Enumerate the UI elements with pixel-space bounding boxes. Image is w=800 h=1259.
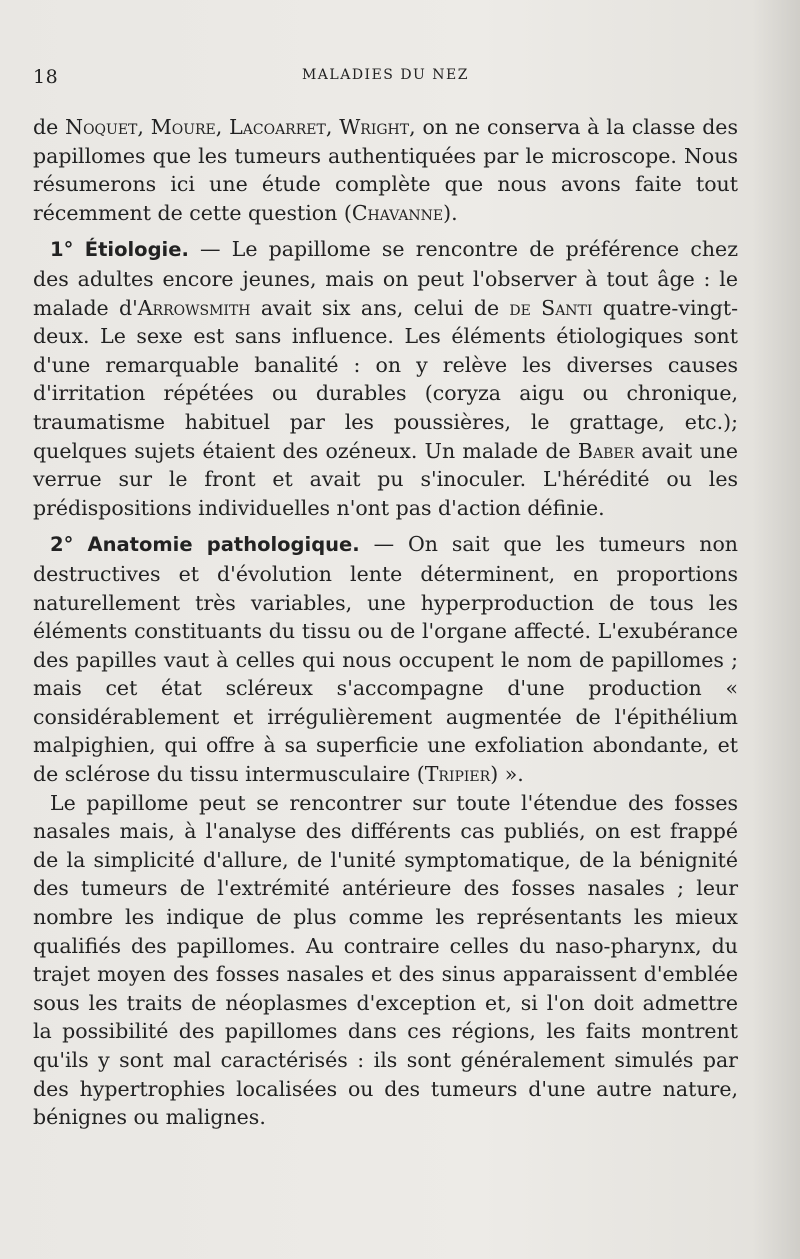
author-name: Wright bbox=[339, 115, 410, 139]
paragraph-localisation: Le papillome peut se rencontrer sur toute l'étendue des fosses nasales mais, à l'analyse des différents cas publiés, on est frappé de la simplicité d'allure, de l'unité symptomatique, de la bénignité des tumeurs de l'extrémité antérieure des fosses nasales ; leur nombre les indique de plus comme les représentants les mieux qualifiés des papillomes. Au contraire celles du naso-pharynx, du trajet moyen des fosses nasales et des sinus apparaissent d'emblée sous les traits de néoplasmes d'exception et, si l'on doit admettre la possibilité des papillomes dans ces régions, les faits montrent qu'ils y sont mal caractérisés : ils sont généralement simulés par des hypertrophies localisées ou des tumeurs d'une autre nature, bénignes ou malignes. bbox=[33, 790, 738, 1130]
section-heading-anatomie: 2° Anatomie pathologique. bbox=[50, 533, 360, 557]
paragraph-anatomie bbox=[33, 530, 738, 788]
text-run: quatre-vingt-deux. Le sexe est sans influence. Les éléments étiologiques sont d'une remarquable banalité : on y relève les diverses causes d'irritation répétées ou durables (coryza aigu ou chronique, traumatisme habituel par les poussières, le grattage, etc.); quelques sujets étaient des ozéneux. Un malade de bbox=[33, 295, 738, 463]
text-run: — Le papillome se rencontre de préférence chez des adultes encore jeunes, mais on peut l'observer à tout âge : le malade d' bbox=[33, 237, 738, 320]
text-run: , on ne conserva à la classe des papillomes que les tumeurs authentiquées par le microscope. Nous résumerons ici une étude complète que nous avons faite tout récemment de cette question ( bbox=[33, 115, 738, 225]
author-name: de Santi bbox=[509, 295, 593, 320]
text-run: avait six ans, celui de bbox=[250, 295, 510, 320]
body-text bbox=[33, 113, 738, 1132]
paragraph-intro bbox=[33, 113, 738, 227]
text-run: avait une verrue sur le front et avait pu s'inoculer. L'hérédité ou les prédispositions individuelles n'ont pas d'action définie. bbox=[33, 438, 739, 520]
running-title: MALADIES DU NEZ bbox=[301, 67, 470, 83]
author-name: Baber bbox=[577, 438, 635, 463]
author-name: Moure bbox=[150, 115, 216, 139]
author-name: Lacoarret bbox=[229, 115, 326, 139]
text-run: , bbox=[215, 115, 230, 139]
text-run: ). bbox=[443, 200, 458, 225]
section-heading-etiologie: 1° Étiologie. bbox=[50, 238, 189, 262]
author-name: Chavanne bbox=[351, 200, 444, 225]
author-name: Arrowsmith bbox=[137, 295, 251, 320]
text-run: de bbox=[33, 115, 66, 139]
text-run: , bbox=[137, 115, 151, 139]
author-name: Noquet bbox=[65, 115, 138, 139]
page-number: 18 bbox=[33, 66, 59, 88]
paragraph-etiologie bbox=[33, 235, 738, 522]
text-run: ) ». bbox=[490, 762, 524, 787]
text-run: — On sait que les tumeurs non destructives et d'évolution lente déterminent, en proportions naturellement très variables, une hyperproduction de tous les éléments constituants du tissu ou de l'organe affecté. L'exubérance des papilles vaut à celles qui nous occupent le nom de papillomes ; mais cet état scléreux s'accompagne d'une production « considérablement et irrégulièrement augmentée de l'épithélium malpighien, qui offre à sa superficie une exfoliation abondante, et de sclérose du tissu intermusculaire ( bbox=[33, 532, 739, 787]
page-header bbox=[33, 66, 738, 90]
text-run: , bbox=[325, 115, 340, 139]
author-name: Tripier bbox=[424, 762, 491, 787]
